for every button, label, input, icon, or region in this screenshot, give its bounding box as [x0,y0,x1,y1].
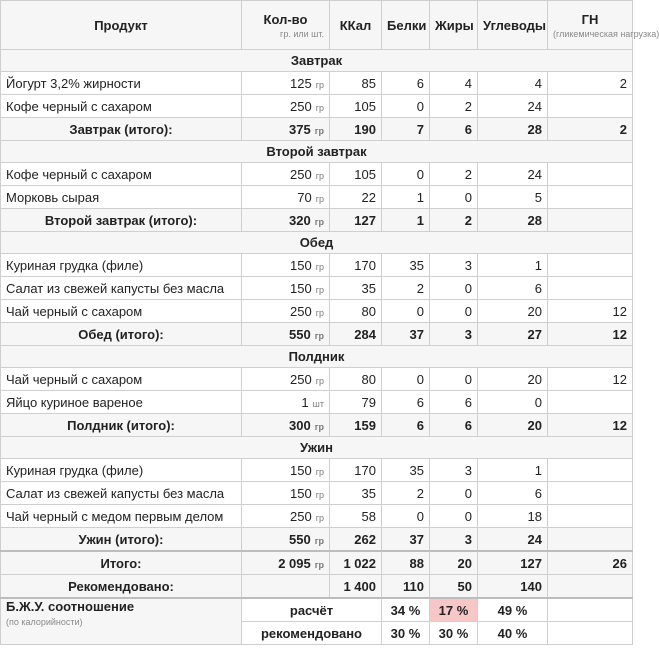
meal-total-qty [242,323,330,346]
item-qty [242,482,330,505]
column-header-qty-label: Кол-во [263,11,308,27]
item-kcal: 170 [330,459,382,482]
column-header-qty-sub: гр. или шт. [280,28,324,39]
meal-section-title: Ужин [1,437,633,459]
meal-section-row [1,232,633,254]
meal-total-kcal: 284 [330,323,382,346]
item-fat: 0 [430,277,478,300]
grand-total-carbs: 127 [478,551,548,575]
meal-total-kcal: 262 [330,528,382,552]
meal-total-qty [242,528,330,552]
item-kcal: 85 [330,72,382,95]
item-name: Куриная грудка (филе) [1,459,242,482]
item-fat: 0 [430,482,478,505]
table-header-row [1,1,633,50]
meal-total-row [1,323,633,346]
table-row [1,505,633,528]
meal-total-qty [242,118,330,141]
meal-section-title: Обед [1,232,633,254]
item-protein: 6 [382,391,430,414]
item-name: Яйцо куриное вареное [1,391,242,414]
meal-total-protein: 37 [382,323,430,346]
item-qty [242,72,330,95]
table-row [1,254,633,277]
table-row [1,186,633,209]
item-name: Кофе черный с сахаром [1,95,242,118]
item-name: Салат из свежей капусты без масла [1,277,242,300]
grand-total-qty [242,551,330,575]
item-carbs: 20 [478,300,548,323]
item-qty-unit: гр [315,102,324,113]
item-qty [242,186,330,209]
column-header-fat: Жиры [430,1,478,50]
item-protein: 0 [382,368,430,391]
item-qty-value: 150 [290,485,312,501]
recommended-kcal: 1 400 [330,575,382,599]
meal-total-carbs: 27 [478,323,548,346]
ratio-rec-protein: 30 % [382,622,430,645]
item-name: Морковь сырая [1,186,242,209]
item-gn: 12 [548,368,633,391]
item-qty [242,277,330,300]
meal-total-qty-unit: гр [314,216,324,227]
table-row [1,72,633,95]
item-qty-unit: шт [312,398,324,409]
item-qty [242,254,330,277]
ratio-rec-fat: 30 % [430,622,478,645]
item-fat: 2 [430,95,478,118]
ratio-sublabel: (по калорийности) [6,617,83,627]
item-qty [242,163,330,186]
meal-total-row [1,118,633,141]
meal-total-gn: 2 [548,118,633,141]
item-fat: 3 [430,254,478,277]
ratio-calc-label: расчёт [242,598,382,622]
meal-section-row [1,437,633,459]
meal-total-qty-value: 320 [289,212,311,228]
item-carbs: 24 [478,95,548,118]
item-gn [548,254,633,277]
meal-total-fat: 2 [430,209,478,232]
item-protein: 1 [382,186,430,209]
grand-total-protein: 88 [382,551,430,575]
item-protein: 0 [382,163,430,186]
item-qty-unit: гр [315,261,324,272]
meal-total-name: Второй завтрак (итого): [1,209,242,232]
meal-section-title: Завтрак [1,50,633,72]
recommended-qty [242,575,330,599]
item-carbs: 20 [478,368,548,391]
item-qty-unit: гр [315,466,324,477]
item-qty [242,95,330,118]
meal-total-fat: 6 [430,414,478,437]
meal-total-gn: 12 [548,414,633,437]
meal-total-kcal: 127 [330,209,382,232]
item-qty-value: 150 [290,280,312,296]
meal-total-qty-unit: гр [314,535,324,546]
item-qty-value: 1 [301,394,309,410]
grand-total-label: Итого: [1,551,242,575]
column-header-kcal: ККал [330,1,382,50]
meal-total-protein: 1 [382,209,430,232]
item-kcal: 170 [330,254,382,277]
meal-section-title: Второй завтрак [1,141,633,163]
meal-total-row [1,209,633,232]
meal-total-gn [548,528,633,552]
item-qty-unit: гр [315,375,324,386]
meal-total-fat: 6 [430,118,478,141]
meal-section-title: Полдник [1,346,633,368]
item-qty [242,368,330,391]
column-header-gn [548,1,659,50]
meal-total-name: Завтрак (итого): [1,118,242,141]
item-qty-value: 250 [290,371,312,387]
item-protein: 2 [382,482,430,505]
table-row [1,300,633,323]
meal-total-gn [548,209,633,232]
table-row [1,163,633,186]
item-fat: 3 [430,459,478,482]
meal-total-qty-unit: гр [314,330,324,341]
item-kcal: 58 [330,505,382,528]
item-gn: 12 [548,300,633,323]
meal-total-name: Полдник (итого): [1,414,242,437]
table-row [1,277,633,300]
item-gn [548,482,633,505]
meal-total-carbs: 28 [478,118,548,141]
item-carbs: 18 [478,505,548,528]
meal-total-qty-value: 550 [289,531,311,547]
recommended-row [1,575,633,599]
ratio-calc-empty [548,598,633,622]
meal-section-row [1,50,633,72]
item-qty [242,505,330,528]
item-carbs: 6 [478,277,548,300]
ratio-calc-carbs: 49 % [478,598,548,622]
item-gn [548,505,633,528]
item-name: Чай черный с сахаром [1,300,242,323]
meal-total-carbs: 20 [478,414,548,437]
meal-total-kcal: 159 [330,414,382,437]
item-kcal: 79 [330,391,382,414]
item-gn: 2 [548,72,633,95]
table-row [1,368,633,391]
item-qty-value: 250 [290,303,312,319]
item-qty-value: 150 [290,257,312,273]
item-kcal: 105 [330,163,382,186]
recommended-protein: 110 [382,575,430,599]
item-kcal: 80 [330,300,382,323]
item-qty-unit: гр [315,489,324,500]
meal-total-name: Ужин (итого): [1,528,242,552]
item-kcal: 105 [330,95,382,118]
meal-section-row [1,141,633,163]
meal-total-carbs: 28 [478,209,548,232]
item-carbs: 1 [478,254,548,277]
item-qty-unit: гр [315,79,324,90]
meal-total-row [1,528,633,552]
item-fat: 0 [430,368,478,391]
item-fat: 0 [430,300,478,323]
item-kcal: 80 [330,368,382,391]
item-carbs: 24 [478,163,548,186]
item-carbs: 1 [478,459,548,482]
item-protein: 0 [382,95,430,118]
item-name: Салат из свежей капусты без масла [1,482,242,505]
recommended-carbs: 140 [478,575,548,599]
item-kcal: 22 [330,186,382,209]
item-protein: 35 [382,459,430,482]
item-qty-unit: гр [315,193,324,204]
meal-total-protein: 37 [382,528,430,552]
meal-total-qty [242,209,330,232]
meal-total-protein: 6 [382,414,430,437]
ratio-rec-empty [548,622,633,645]
item-qty-unit: гр [315,284,324,295]
column-header-product: Продукт [1,1,242,50]
table-row [1,459,633,482]
meal-total-qty-value: 375 [289,121,311,137]
item-fat: 0 [430,505,478,528]
meal-total-gn: 12 [548,323,633,346]
meal-total-fat: 3 [430,528,478,552]
meal-total-kcal: 190 [330,118,382,141]
item-carbs: 6 [478,482,548,505]
item-kcal: 35 [330,482,382,505]
item-carbs: 5 [478,186,548,209]
item-qty-value: 250 [290,508,312,524]
item-protein: 0 [382,300,430,323]
item-protein: 35 [382,254,430,277]
item-protein: 2 [382,277,430,300]
column-header-qty [242,1,330,50]
item-name: Кофе черный с сахаром [1,163,242,186]
item-qty [242,300,330,323]
column-header-gn-label: ГН [581,11,599,27]
item-fat: 2 [430,163,478,186]
item-kcal: 35 [330,277,382,300]
item-qty-value: 70 [297,189,312,205]
item-qty-value: 250 [290,166,312,182]
meal-total-qty-unit: гр [314,421,324,432]
meal-total-qty-unit: гр [314,125,324,136]
item-name: Йогурт 3,2% жирности [1,72,242,95]
recommended-fat: 50 [430,575,478,599]
item-name: Чай черный с медом первым делом [1,505,242,528]
item-fat: 0 [430,186,478,209]
item-protein: 6 [382,72,430,95]
column-header-carbs: Углеводы [478,1,548,50]
table-row [1,95,633,118]
ratio-label-cell [1,598,242,645]
recommended-label: Рекомендовано: [1,575,242,599]
table-row [1,391,633,414]
item-gn [548,459,633,482]
ratio-calc-protein: 34 % [382,598,430,622]
grand-total-gn: 26 [548,551,633,575]
summary-body [1,551,633,645]
meal-total-qty [242,414,330,437]
item-carbs: 4 [478,72,548,95]
table-body [1,50,633,552]
item-qty-unit: гр [315,512,324,523]
ratio-rec-label: рекомендовано [242,622,382,645]
grand-total-kcal: 1 022 [330,551,382,575]
ratio-label: Б.Ж.У. соотношение [6,599,135,614]
item-name: Куриная грудка (филе) [1,254,242,277]
column-header-gn-sub: (гликемическая нагрузка) [553,28,659,39]
item-gn [548,277,633,300]
item-qty-unit: гр [315,307,324,318]
meal-total-qty-value: 550 [289,326,311,342]
ratio-calc-fat: 17 % [430,598,478,622]
ratio-rec-carbs: 40 % [478,622,548,645]
item-qty [242,391,330,414]
ratio-calc-row [1,598,633,622]
item-qty-unit: гр [315,170,324,181]
grand-total-qty-unit: гр [314,559,324,570]
item-qty-value: 125 [290,75,312,91]
grand-total-row [1,551,633,575]
item-qty-value: 150 [290,462,312,478]
meal-total-row [1,414,633,437]
table-row [1,482,633,505]
meal-total-carbs: 24 [478,528,548,552]
item-fat: 4 [430,72,478,95]
column-header-protein: Белки [382,1,430,50]
meal-section-row [1,346,633,368]
item-qty-value: 250 [290,98,312,114]
item-protein: 0 [382,505,430,528]
item-gn [548,95,633,118]
meal-total-name: Обед (итого): [1,323,242,346]
recommended-gn [548,575,633,599]
meal-total-protein: 7 [382,118,430,141]
meal-total-qty-value: 300 [289,417,311,433]
item-gn [548,391,633,414]
item-gn [548,186,633,209]
item-fat: 6 [430,391,478,414]
grand-total-qty-value: 2 095 [278,555,311,571]
item-name: Чай черный с сахаром [1,368,242,391]
item-carbs: 0 [478,391,548,414]
meal-total-fat: 3 [430,323,478,346]
item-qty [242,459,330,482]
item-gn [548,163,633,186]
grand-total-fat: 20 [430,551,478,575]
